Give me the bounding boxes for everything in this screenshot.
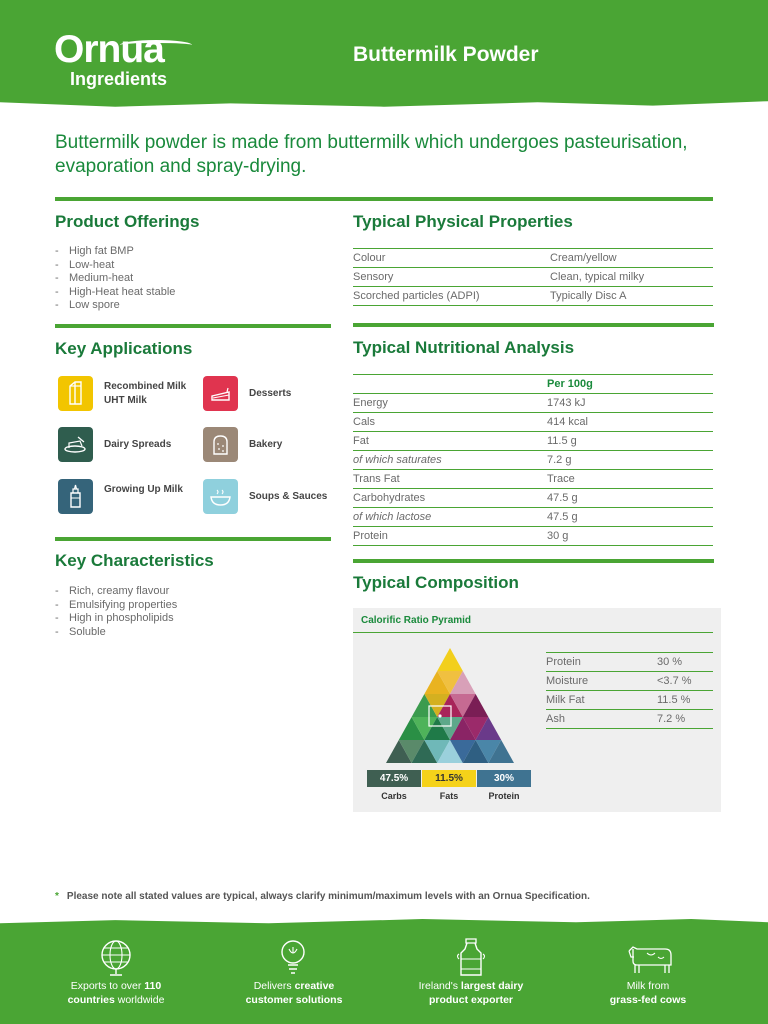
table-row (353, 508, 713, 527)
table-row (353, 527, 713, 546)
table-row (353, 249, 713, 268)
divider (55, 537, 331, 541)
table-row (353, 432, 713, 451)
table-row (353, 470, 713, 489)
table-cell-value: 30 % (657, 653, 713, 672)
application-label: Dairy Spreads (104, 439, 172, 450)
divider (353, 559, 714, 563)
product-offerings-title: Product Offerings (55, 212, 200, 231)
key-characteristics-list (55, 585, 177, 639)
calorific-ratio-pyramid (379, 648, 521, 763)
table-cell-value: Cream/yellow (550, 249, 713, 268)
ornua-logo: Ornua (54, 28, 164, 71)
table-cell-label: Moisture (546, 672, 657, 691)
list-item: - Emulsifying properties (55, 599, 177, 613)
list-item: - Rich, creamy flavour (55, 585, 177, 599)
table-cell-value: 7.2 % (657, 710, 713, 729)
product-offerings-list (55, 245, 175, 313)
table-cell-value: 1743 kJ (547, 394, 713, 413)
key-applications-title: Key Applications (55, 339, 193, 358)
page-title: Buttermilk Powder (353, 43, 539, 66)
table-row (353, 413, 713, 432)
table-cell-label: Ash (546, 710, 657, 729)
table-row (353, 394, 713, 413)
table-cell-label: Protein (546, 653, 657, 672)
footer-exporter-text: Ireland's largest dairy product exporter (418, 980, 524, 1006)
table-row (353, 451, 713, 470)
footer-grassfed-text: Milk from grass-fed cows (609, 980, 687, 1006)
table-row (353, 287, 713, 306)
footer-solutions-text: Delivers creative customer solutions (245, 980, 343, 1006)
table-cell-label: of which saturates (353, 451, 547, 470)
table-cell-label: Scorched particles (ADPI) (353, 287, 550, 306)
legend-carbs-label: Carbs (381, 791, 407, 801)
soup-bowl-icon (203, 479, 238, 514)
table-cell-value: Trace (547, 470, 713, 489)
intro-text: Buttermilk powder is made from buttermilk which undergoes pasteurisation, evaporation and spray-drying. (55, 132, 688, 177)
table-row (546, 691, 713, 710)
list-item: - Medium-heat (55, 272, 175, 286)
table-row (353, 268, 713, 287)
table-row (546, 710, 713, 729)
table-cell-value: 7.2 g (547, 451, 713, 470)
butter-dish-icon (58, 427, 93, 462)
physical-properties-table (353, 248, 713, 306)
bread-icon (203, 427, 238, 462)
table-cell-label: Carbohydrates (353, 489, 547, 508)
composition-panel (353, 608, 721, 812)
table-row (546, 653, 713, 672)
table-cell-label: Cals (353, 413, 547, 432)
table-cell-value: <3.7 % (657, 672, 713, 691)
table-cell-value: 47.5 g (547, 508, 713, 527)
divider (353, 323, 714, 327)
legend-protein-value: 30% (477, 770, 531, 787)
logo-subtitle: Ingredients (70, 69, 168, 89)
legend-protein-label: Protein (488, 791, 520, 801)
table-row (546, 672, 713, 691)
milk-carton-icon (58, 376, 93, 411)
table-cell-value: 47.5 g (547, 489, 713, 508)
divider (55, 324, 331, 328)
logo-swoosh-icon (120, 40, 192, 50)
application-label: Growing Up Milk (104, 484, 183, 495)
lightbulb-icon (271, 935, 315, 979)
table-row (353, 489, 713, 508)
table-cell-value: Typically Disc A (550, 287, 713, 306)
list-item: - High in phospholipids (55, 612, 177, 626)
list-item: - Soluble (55, 626, 177, 640)
footnote-text: Please note all stated values are typical, always clarify minimum/maximum levels with an Ornua Specification. (66, 891, 590, 902)
table-cell-label: Milk Fat (546, 691, 657, 710)
table-header-per100g: Per 100g (547, 375, 713, 394)
key-characteristics-title: Key Characteristics (55, 551, 214, 570)
table-cell-label: Trans Fat (353, 470, 547, 489)
chart-title: Calorific Ratio Pyramid (361, 615, 472, 626)
table-header-row (353, 375, 713, 394)
globe-icon (94, 935, 138, 979)
table-cell-label: Colour (353, 249, 550, 268)
composition-table (546, 652, 713, 729)
legend-carbs-value: 47.5% (367, 770, 421, 787)
cow-icon (625, 935, 677, 979)
table-cell-label: of which lactose (353, 508, 547, 527)
nutrition-table (353, 374, 713, 546)
list-item: - High-Heat heat stable (55, 286, 175, 300)
table-cell-value: 11.5 g (547, 432, 713, 451)
table-cell-label: Protein (353, 527, 547, 546)
cake-slice-icon (203, 376, 238, 411)
list-item: - Low-heat (55, 259, 175, 273)
typical-composition-title: Typical Composition (353, 573, 519, 592)
milk-churn-icon (449, 935, 493, 979)
list-item: - Low spore (55, 299, 175, 313)
footnote-star: * (55, 891, 59, 902)
application-label: Desserts (249, 388, 292, 399)
divider (353, 632, 713, 633)
table-cell-label: Sensory (353, 268, 550, 287)
table-cell-value: 414 kcal (547, 413, 713, 432)
nutritional-analysis-title: Typical Nutritional Analysis (353, 338, 575, 357)
application-label: Recombined Milk UHT Milk (104, 381, 187, 406)
table-cell-value: 30 g (547, 527, 713, 546)
divider (55, 197, 713, 201)
physical-properties-title: Typical Physical Properties (353, 212, 573, 231)
list-item: - High fat BMP (55, 245, 175, 259)
table-cell-label: Energy (353, 394, 547, 413)
legend-fats-label: Fats (439, 791, 459, 801)
table-cell-value: 11.5 % (657, 691, 713, 710)
table-cell-value: Clean, typical milky (550, 268, 713, 287)
legend-fats-value: 11.5% (422, 770, 476, 787)
application-label: Bakery (249, 439, 283, 450)
table-cell-label: Fat (353, 432, 547, 451)
footnote (55, 891, 590, 902)
table-cell-blank (353, 375, 547, 394)
footer-exports-text: Exports to over 110 countries worldwide (67, 980, 165, 1006)
application-label: Soups & Sauces (249, 491, 328, 502)
baby-bottle-icon (58, 479, 93, 514)
